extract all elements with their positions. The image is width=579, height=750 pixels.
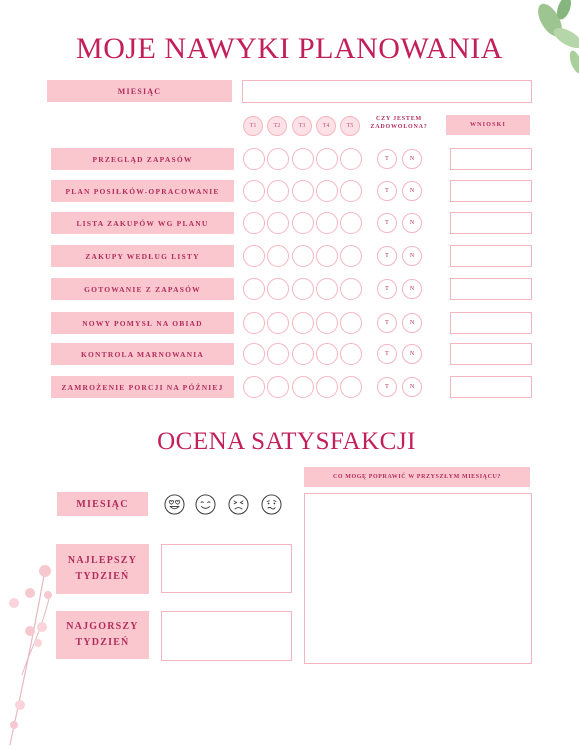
- habit-day-checkbox[interactable]: [316, 343, 338, 365]
- habit-day-checkbox[interactable]: [316, 245, 338, 267]
- habit-day-checkbox[interactable]: [267, 212, 289, 234]
- satisfied-no-button[interactable]: N: [402, 377, 422, 397]
- satisfied-header: CZY JESTEM ZADOWOLONA?: [370, 116, 428, 130]
- conclusion-input[interactable]: [450, 148, 532, 170]
- satisfied-yes-button[interactable]: T: [377, 181, 397, 201]
- habit-day-checkbox[interactable]: [340, 180, 362, 202]
- conclusion-input[interactable]: [450, 343, 532, 365]
- satisfied-yes-button[interactable]: T: [377, 246, 397, 266]
- habit-day-checkbox[interactable]: [340, 245, 362, 267]
- habit-label: PLAN POSIŁKÓW-OPRACOWANIE: [51, 180, 234, 202]
- habit-label: LISTA ZAKUPÓW WG PLANU: [51, 212, 234, 234]
- best-week-box[interactable]: [161, 544, 292, 593]
- habit-day-checkbox[interactable]: [316, 312, 338, 334]
- satisfied-yes-button[interactable]: T: [377, 313, 397, 333]
- satisfied-no-button[interactable]: N: [402, 313, 422, 333]
- habit-day-checkbox[interactable]: [340, 148, 362, 170]
- satisfied-no-button[interactable]: N: [402, 344, 422, 364]
- satisfied-yes-button[interactable]: T: [377, 149, 397, 169]
- satisfied-no-button[interactable]: N: [402, 246, 422, 266]
- day-header-1: T1: [243, 116, 263, 136]
- page-title: MOJE NAWYKI PLANOWANIA: [76, 32, 503, 65]
- habit-day-checkbox[interactable]: [316, 148, 338, 170]
- habit-day-checkbox[interactable]: [316, 278, 338, 300]
- habit-day-checkbox[interactable]: [267, 148, 289, 170]
- habit-label: ZAMROŻENIE PORCJI NA PÓŹNIEJ: [51, 376, 234, 398]
- habit-day-checkbox[interactable]: [292, 278, 314, 300]
- habit-day-checkbox[interactable]: [316, 376, 338, 398]
- conclusion-input[interactable]: [450, 180, 532, 202]
- habit-label: GOTOWANIE Z ZAPASÓW: [51, 278, 234, 300]
- habit-day-checkbox[interactable]: [340, 312, 362, 334]
- day-header-4: T4: [316, 116, 336, 136]
- conclusion-input[interactable]: [450, 278, 532, 300]
- habit-day-checkbox[interactable]: [267, 180, 289, 202]
- habit-day-checkbox[interactable]: [292, 245, 314, 267]
- habit-day-checkbox[interactable]: [243, 180, 265, 202]
- habit-day-checkbox[interactable]: [267, 312, 289, 334]
- habit-day-checkbox[interactable]: [243, 343, 265, 365]
- habit-day-checkbox[interactable]: [316, 212, 338, 234]
- habit-day-checkbox[interactable]: [340, 212, 362, 234]
- smiling-face-icon[interactable]: [195, 494, 216, 515]
- habit-day-checkbox[interactable]: [267, 376, 289, 398]
- best-week-label: NAJLEPSZY TYDZIEŃ: [56, 544, 149, 594]
- habit-day-checkbox[interactable]: [292, 343, 314, 365]
- habit-day-checkbox[interactable]: [243, 245, 265, 267]
- habit-day-checkbox[interactable]: [243, 312, 265, 334]
- satisfied-yes-button[interactable]: T: [377, 377, 397, 397]
- conclusions-header: WNIOSKI: [446, 115, 530, 135]
- satisfied-no-button[interactable]: N: [402, 181, 422, 201]
- confused-face-icon[interactable]: [261, 494, 282, 515]
- month-input[interactable]: [242, 80, 532, 103]
- habit-day-checkbox[interactable]: [340, 343, 362, 365]
- improve-notes-box[interactable]: [304, 493, 532, 664]
- habit-day-checkbox[interactable]: [243, 148, 265, 170]
- habit-day-checkbox[interactable]: [267, 278, 289, 300]
- improve-header: CO MOGĘ POPRAWIĆ W PRZYSZŁYM MIESIĄCU?: [304, 467, 530, 487]
- conclusion-input[interactable]: [450, 212, 532, 234]
- worst-week-label: NAJGORSZY TYDZIEŃ: [56, 611, 149, 659]
- habit-day-checkbox[interactable]: [292, 212, 314, 234]
- habit-day-checkbox[interactable]: [292, 312, 314, 334]
- habit-day-checkbox[interactable]: [243, 212, 265, 234]
- habit-day-checkbox[interactable]: [243, 278, 265, 300]
- habit-day-checkbox[interactable]: [340, 278, 362, 300]
- satisfied-no-button[interactable]: N: [402, 149, 422, 169]
- habit-day-checkbox[interactable]: [267, 343, 289, 365]
- conclusion-input[interactable]: [450, 245, 532, 267]
- month-label: MIESIĄC: [47, 80, 232, 102]
- satisfied-no-button[interactable]: N: [402, 213, 422, 233]
- day-header-2: T2: [267, 116, 287, 136]
- satisfied-yes-button[interactable]: T: [377, 279, 397, 299]
- habit-day-checkbox[interactable]: [340, 376, 362, 398]
- satisfied-yes-button[interactable]: T: [377, 213, 397, 233]
- heart-eyes-face-icon[interactable]: [164, 494, 185, 515]
- worst-week-box[interactable]: [161, 611, 292, 661]
- flower-decoration: [0, 555, 60, 750]
- habit-day-checkbox[interactable]: [316, 180, 338, 202]
- conclusion-input[interactable]: [450, 312, 532, 334]
- satisfied-no-button[interactable]: N: [402, 279, 422, 299]
- habit-label: NOWY POMYSŁ NA OBIAD: [51, 312, 234, 334]
- tired-face-icon[interactable]: [228, 494, 249, 515]
- satisfaction-title: OCENA SATYSFAKCJI: [157, 428, 416, 455]
- day-header-3: T3: [292, 116, 312, 136]
- habit-day-checkbox[interactable]: [267, 245, 289, 267]
- day-header-5: T5: [340, 116, 360, 136]
- habit-day-checkbox[interactable]: [292, 376, 314, 398]
- habit-day-checkbox[interactable]: [292, 148, 314, 170]
- habit-day-checkbox[interactable]: [292, 180, 314, 202]
- satisfied-yes-button[interactable]: T: [377, 344, 397, 364]
- conclusion-input[interactable]: [450, 376, 532, 398]
- habit-label: KONTROLA MARNOWANIA: [51, 343, 234, 365]
- habit-label: PRZEGLĄD ZAPASÓW: [51, 148, 234, 170]
- month-label-satisfaction: MIESIĄC: [57, 492, 148, 516]
- habit-day-checkbox[interactable]: [243, 376, 265, 398]
- habit-label: ZAKUPY WEDŁUG LISTY: [51, 245, 234, 267]
